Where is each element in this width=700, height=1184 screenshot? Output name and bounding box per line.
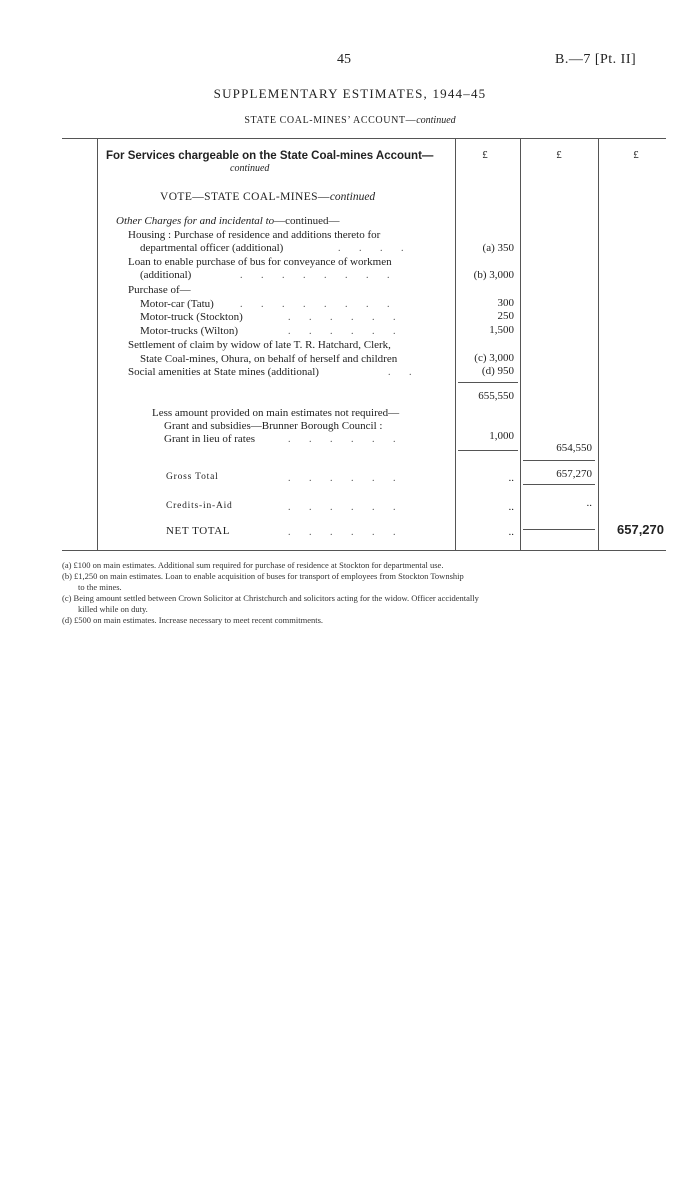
table-header-continued: continued	[230, 163, 270, 174]
loan-dots: . . . . . . . .	[240, 270, 398, 281]
housing-amount: (a) 350	[482, 242, 514, 254]
credits-col2: ..	[586, 497, 592, 509]
footnote-b-line-2: to the mines.	[78, 582, 122, 592]
footnote-b-line-1: (b) £1,250 on main estimates. Loan to enable acquisition of buses for transport of employees from Stockton Township	[62, 571, 464, 581]
net-subtotal-amount: 654,550	[556, 442, 592, 454]
col2-rule	[523, 460, 595, 461]
less-amount: 1,000	[489, 430, 514, 442]
loan-line-2: (additional)	[140, 269, 192, 281]
page-reference: B.—7 [Pt. II]	[555, 52, 637, 67]
footnote-d: (d) £500 on main estimates. Increase necessary to meet recent commitments.	[62, 615, 324, 625]
motortruck-label: Motor-truck (Stockton)	[140, 311, 243, 323]
motorcar-dots: . . . . . . . .	[240, 299, 398, 310]
credits-col1: ..	[508, 501, 514, 513]
motortruck-dots: . . . . . .	[288, 312, 404, 323]
other-charges-heading	[116, 215, 340, 227]
vote-main: VOTE—STATE COAL-MINES—	[160, 191, 330, 203]
currency-col1: £	[482, 149, 488, 161]
col2-left-rule	[520, 138, 521, 550]
footnote-c-line-1: (c) Being amount settled between Crown Solicitor at Christchurch and solicitors acting for the widow. Officer accidentally	[62, 593, 479, 603]
net-rule	[523, 529, 595, 530]
table-header: For Services chargeable on the State Coal-mines Account—	[106, 150, 434, 162]
col1-left-rule	[455, 138, 456, 550]
settlement-amount: (c) 3,000	[474, 352, 514, 364]
motorcar-amount: 300	[497, 297, 514, 309]
page-number: 45	[337, 52, 351, 67]
gross-dots: . . . . . .	[288, 473, 404, 484]
purchase-heading: Purchase of—	[128, 284, 191, 296]
table-bottom-rule	[62, 550, 666, 551]
subtitle-main: STATE COAL-MINES’ ACCOUNT—	[244, 115, 417, 126]
footnote-a: (a) £100 on main estimates. Additional sum required for purchase of residence at Stockton for departmental use.	[62, 560, 444, 570]
credits-in-aid-label: Credits-in-Aid	[166, 501, 233, 511]
motortrucks-label: Motor-trucks (Wilton)	[140, 325, 239, 337]
loan-line-1: Loan to enable purchase of bus for conveyance of workmen	[128, 256, 392, 268]
settlement-line-2: State Coal-mines, Ohura, on behalf of herself and children	[140, 353, 398, 365]
less-line-1: Less amount provided on main estimates not required—	[152, 407, 400, 419]
social-dots: . .	[388, 367, 420, 378]
less-dots: . . . . . .	[288, 434, 404, 445]
less-line-3: Grant in lieu of rates	[164, 433, 256, 445]
less-rule	[458, 450, 518, 451]
table-top-rule	[62, 138, 666, 139]
currency-col2: £	[556, 149, 562, 161]
motortruck-amount: 250	[497, 310, 514, 322]
housing-line-2: departmental officer (additional)	[140, 242, 284, 254]
motortrucks-dots: . . . . . .	[288, 326, 404, 337]
housing-dots: . . . .	[338, 243, 412, 254]
net-dots: . . . . . .	[288, 527, 404, 538]
housing-line-1: Housing : Purchase of residence and additions thereto for	[128, 229, 381, 241]
net-total-label: NET TOTAL	[166, 525, 231, 537]
net-total-amount: 657,270	[617, 522, 664, 537]
motortrucks-amount: 1,500	[489, 324, 514, 336]
social-amenities-label: Social amenities at State mines (additional)	[128, 366, 319, 378]
currency-col3: £	[633, 149, 639, 161]
net-col1: ..	[508, 526, 514, 538]
col3-left-rule	[598, 138, 599, 550]
footnote-c-line-2: killed while on duty.	[78, 604, 148, 614]
gross-total-label: Gross Total	[166, 472, 219, 482]
settlement-line-1: Settlement of claim by widow of late T. R. Hatchard, Clerk,	[128, 339, 391, 351]
page-title: SUPPLEMENTARY ESTIMATES, 1944–45	[213, 86, 487, 101]
other-charges-rest: —continued—	[274, 215, 340, 227]
table-left-rule	[97, 138, 98, 550]
motorcar-label: Motor-car (Tatu)	[140, 298, 214, 310]
subtitle-continued: continued	[416, 115, 456, 126]
vote-heading	[160, 191, 375, 203]
subtotal-amount: 655,550	[478, 390, 514, 402]
gross-col1: ..	[508, 472, 514, 484]
credits-dots: . . . . . .	[288, 502, 404, 513]
gross-total-amount: 657,270	[556, 468, 592, 480]
loan-amount: (b) 3,000	[473, 269, 514, 281]
vote-continued: continued	[329, 191, 376, 203]
other-charges-italic: Other Charges for and incidental to	[116, 215, 275, 227]
page-subtitle	[0, 115, 700, 126]
gross-rule	[523, 484, 595, 485]
social-amenities-amount: (d) 950	[481, 365, 514, 377]
subtotal-rule	[458, 382, 518, 383]
less-line-2: Grant and subsidies—Brunner Borough Council :	[164, 420, 383, 432]
